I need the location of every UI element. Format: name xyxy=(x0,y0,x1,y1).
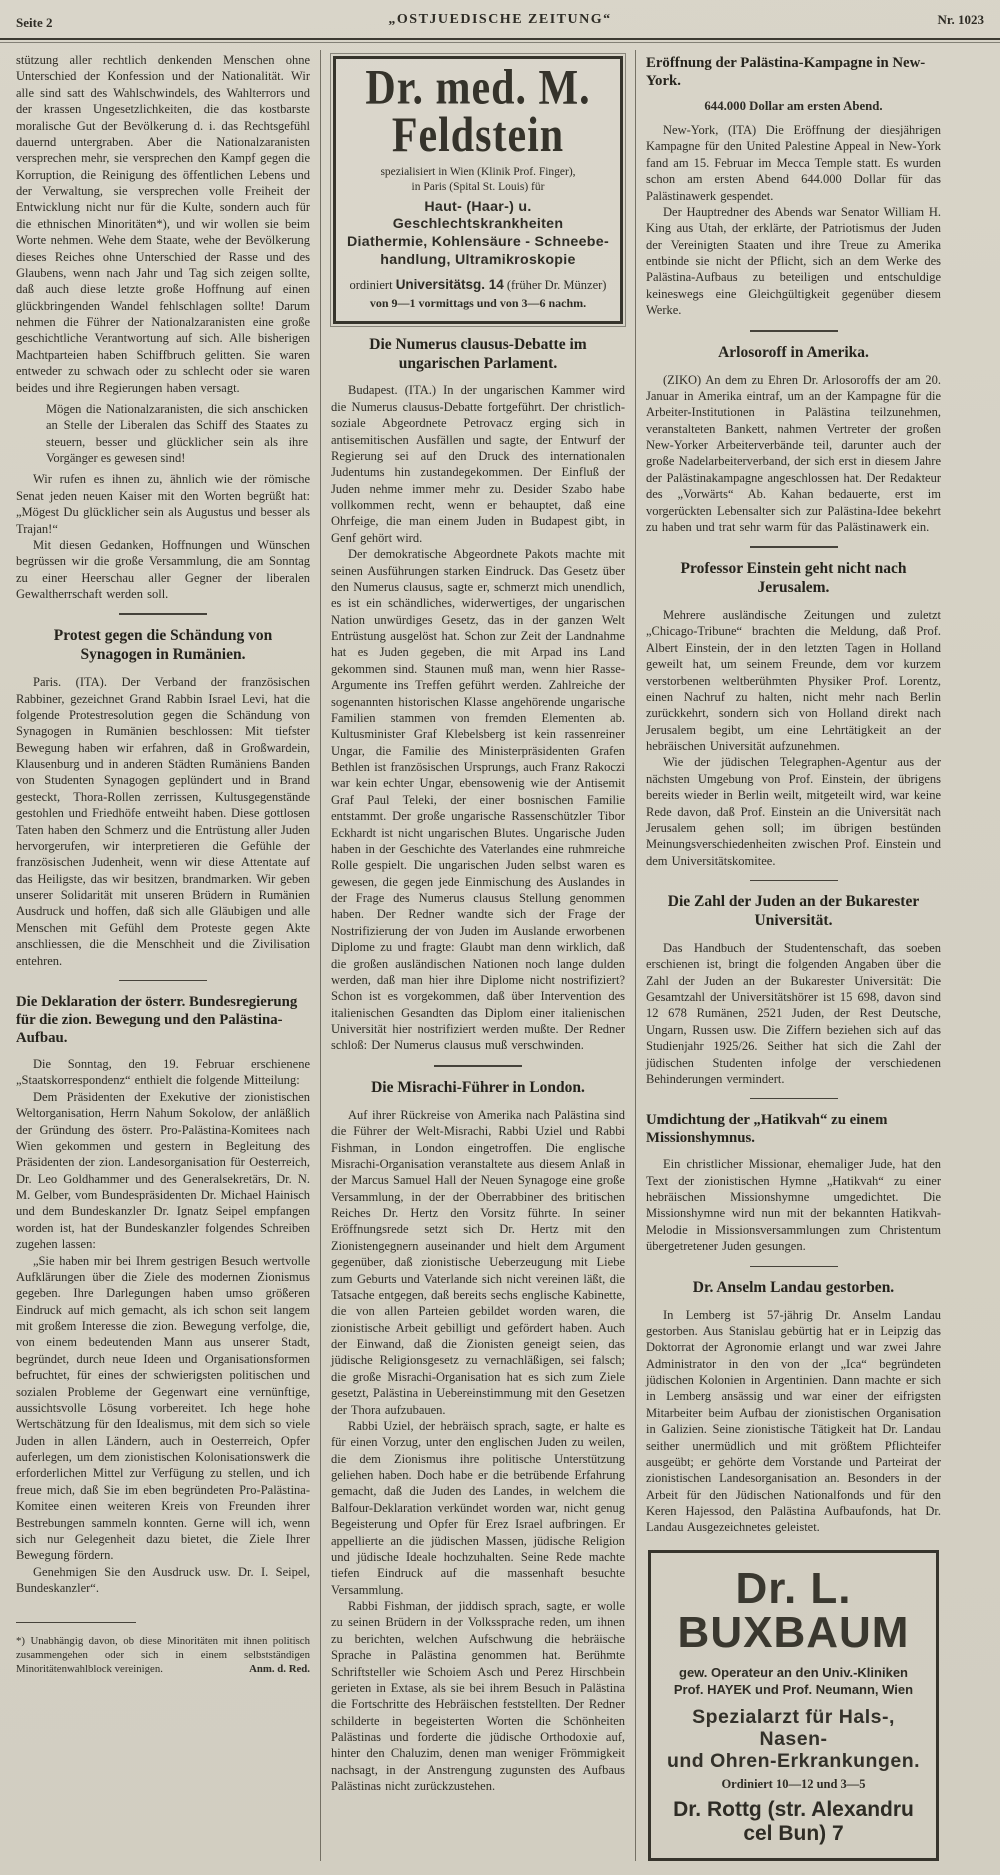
article-headline: Arlosoroff in Amerika. xyxy=(718,343,869,361)
article-paragraph: Paris. (ITA). Der Verband der französischen Rabbiner, gezeichnet Grand Rabbin Israel Levi, hat die folgende Protestresolution gegen die Schändung von Synagogen in Rumänien beschlossen: Mit tiefster Bewegung haben wir erfahren, daß in Großwardein, Klausenburg und in anderen Städten Rumäniens Banden von Studenten Synagogen geplündert und in Brand gesteckt, Thora-Rollen zerrissen, Kultusgegenstände gestohlen und Friedhöfe entweiht haben. Diese gottlosen Taten haben den Schmerz und die Entrüstung aller Juden hervorgerufen, wir interpretieren die Gefühle der französischen Judenheit, wenn wir diese Attentate auf das Heiligste, das wir besitzen, brandmarken. Wir geben unserer Solidarität mit unseren Brüdern in Rumänien Ausdruck und hoffen, daß sich alle Gläubigen und alle Menschen mit Gefühl dem Proteste gegen Akte anschliessen, die die Menschheit und die Zivilisation entehren. xyxy=(16,675,310,968)
ad-credentials-line: Prof. HAYEK und Prof. Neumann, Wien xyxy=(673,1681,914,1697)
ad-ordination-suffix: (früher Dr. Münzer) xyxy=(506,277,607,292)
article-einstein-jerusalem xyxy=(646,560,941,869)
issue-number-label: Nr. 1023 xyxy=(937,12,984,27)
article-paragraph: Wir rufen es ihnen zu, ähnlich wie der römische Senat jeden neuen Kaiser mit den Worten begrüßt hat: „Mögest Du glücklicher sein als Augustus und besser als Trajan!“ xyxy=(16,472,310,536)
advertisement-feldstein xyxy=(333,56,623,324)
column-3 xyxy=(636,50,951,1861)
article-paragraph: stützung aller rechtlich denkenden Menschen ohne Unterschied der Konfession und der Nationalität. Wir alle sind satt des Wahlschwindels, des Wahlterrors und der krassen Ungesetzlichkeiten, die das kostbarste moralische Gut der Bevölkerung d. i. das Rechtsgefühl dauernd untergraben. Aber die Nationalzaranisten versprechen mehr, sie versprechen den Kampf gegen die Korruption, die Reinigung des öffentlichen Lebens und der Verwaltung, sie versprechen volle Freiheit der Entwicklung nicht nur für die Kulte, sondern auch für die ethnischen Minoritäten*), und wir wollen sie beim Worte nehmen. Wehe dem Staate, wehe der Bevölkerung dieses Reiches ohne Unterschied der Rasse und des Glaubens, wenn nach Jahr und Tag sich zeigen sollte, daß auch diese letzte große Hoffnung auf einen glückbringenden Wandel fehlschlagen sollte! Darum nehmen die Führer der Nationalzaranisten eine große geschichtliche Verantwortung auf sich. Alle bisherigen Machtparteien haben Schiffbruch gelitten. Sie waren entweder zu schwach oder zu schlecht oder sie waren beides und ihre Regierungen haben versagt. xyxy=(16,53,310,395)
article-paragraph: New-York, (ITA) Die Eröffnung der diesjährigen Kampagne für den United Palestine Appeal in New-York fand am 15. Februar im Mecca Temple statt. Es wurden schon am ersten Abend 644.000 Dollar für das Palästinawerk gespendet. xyxy=(646,123,941,203)
article-numerus-clausus xyxy=(331,336,625,1054)
column-1 xyxy=(6,50,321,1861)
article-paragraph: (ZIKO) An dem zu Ehren Dr. Arlosoroffs der am 20. Januar in Amerika eintraf, um an der Kampagne für die Arbeiter-Institutionen in Palästina teilzunehmen, veranstalteten Bankett, nahmen Vertreter der großen New-Yorker Arbeiterverbände teil, darunter auch der große Nadelarbeiterverband, der sich erst in diesem Jahre der Palästinakampagne angeschlossen hat. Der Redakteur des „Vorwärts“ Ab. Kahan bedauerte, erst im vorgerückten Lebensalter sich zur Palästina-Idee bekehrt zu haben und trat sehr warm für das Palästinawerk ein. xyxy=(646,372,941,534)
article-subheadline: 644.000 Dollar am ersten Abend. xyxy=(704,99,883,114)
ad-specialization-line: in Paris (Spital St. Louis) für xyxy=(411,180,545,193)
footnote-body: *) Unabhängig davon, ob diese Minoritäten mit ihnen politisch zusammengehen oder sich in einem selbstständigen Minoritätenwahlblock vereinigen. xyxy=(16,1635,310,1676)
article-headline: Umdichtung der „Hatikvah“ zu einem Missionshymnus. xyxy=(646,1112,888,1147)
ad-office-line xyxy=(346,277,610,293)
footnote-attribution: Anm. d. Red. xyxy=(249,1663,310,1676)
page-number-label: Seite 2 xyxy=(16,15,53,30)
ad-doctor-name: Dr. L. BUXBAUM xyxy=(677,1563,910,1657)
article-paragraph: Rabbi Uziel, der hebräisch sprach, sagte, er halte es für einen Vorzug, unter den englischen Juden zu weilen, die dem Zionismus ihre politische Unterstützung geliehen haben. Doch habe er die betrübende Erfahrung gemacht, daß die Juden des Landes, in welchem die Balfour-Deklaration verkündet worden war, nicht genug Begeisterung und Opfer für Erez Israel aufbringen. Er appellierte an die jüdischen Massen, jüdische Religion und jüdische Ideale hochzuhalten. Seine Rede machte tiefen Eindruck auf die massenhaft besuchte Versammlung. xyxy=(331,1418,625,1597)
article-separator xyxy=(750,330,838,332)
article-headline: Die Numerus clausus-Debatte im ungarischen Parlament. xyxy=(369,335,587,372)
article-paragraph: Mehrere ausländische Zeitungen und zuletzt „Chicago-Tribune“ brachten die Meldung, daß Prof. Albert Einstein, der in den letzten Tagen in Holland geweilt hat, um seinem Freunde, dem vor kurzem verstorbenen weltberühmten Physiker Prof. Lorentz, einen Nachruf zu halten, nicht mehr nach Berlin zurückkehrt, sondern sich von Holland direkt nach Jerusalem begibt, um eine Lehrtätigkeit an der hebräischen Universität aufzunehmen. xyxy=(646,608,941,754)
article-headline: Die Zahl der Juden an der Bukarester Universität. xyxy=(667,893,920,929)
column-2 xyxy=(321,50,636,1861)
article-paragraph: Ein christlicher Missionar, ehemaliger Jude, hat den Text der zionistischen Hymne „Hatikvah“ zu einer hebräischen Missionshymne umgedichtet. Die Missionshymne wird nun mit der bekannten Hatikvah-Melodie in Missionsversammlungen zum Christentum übergetretener Juden gesungen. xyxy=(646,1157,941,1254)
article-separator xyxy=(119,613,207,615)
advertisement-buxbaum xyxy=(648,1550,939,1861)
article-paragraph: Budapest. (ITA.) In der ungarischen Kammer wird die Numerus clausus-Debatte fortgeführt. Der christlich-soziale Abgeordnete Petrovacz erging sich in antisemitischen Ausfällen und sagte, der Entwurf der Regierung sei auf den Druck des internationalen Judentums hin zustandegekommen. Der Einfluß der Juden nehme immer mehr zu. Desider Szabo habe vollkommen recht, wenn er behauptet, daß eine Ohrfeige, die man einem Juden in Budapest gibt, in Genf gehört wird. xyxy=(331,383,625,545)
editorial-footnote xyxy=(16,1622,310,1676)
article-paragraph: Die Sonntag, den 19. Februar erschienene „Staatskorrespondenz“ enthielt die folgende Mitteilung: xyxy=(16,1057,310,1088)
page-header xyxy=(0,0,1000,40)
article-paragraph-emphasis: Mögen die Nationalzaranisten, die sich anschicken an Stelle der Liberalen das Schiff des Staates zu steuern, besser und glücklicher sein als ihre Vorgänger es gewesen sind! xyxy=(46,401,308,465)
article-hatikvah-umdichtung xyxy=(646,1111,941,1254)
footnote-rule xyxy=(16,1622,136,1623)
article-paragraph: „Sie haben mir bei Ihrem gestrigen Besuch wertvolle Aufklärungen über die Ziele des modernen Zionismus gegeben. Ihre Darlegungen haben umso größeren Eindruck auf mich gemacht, als ich schon seit langem mit großem Interesse die zion. Bewegung verfolge, die, von einem bedeutenden Mann aus unserer Stadt, begründet, durch neue Ideen und Organisationsformen befruchtet, für eines der schwierigsten politischen und sozialen Probleme der Gegenwart eine vernünftige, aussichtsvolle Lösung vorbereitet. Ich hege hohe Wertschätzung für den Idealismus, mit dem sich so viele Juden in allen Ländern, auch in Oesterreich, Opfer auferlegen, um dem zionistischen Kolonisationswerk die erforderlichen Mittel zur Verfügung zu stellen, und ich freue mich, daß Sie im eben begründeten Pro-Palästina-Komitee einen weiteren Kreis von Freunden ihrer Bestrebungen sammeln konnten. Gerne will ich, wenn sich nur Gelegenheit dazu bietet, die Ziele Ihrer Bewegung fördern. xyxy=(16,1253,310,1563)
article-headline: Protest gegen die Schändung von Synagogen in Rumänien. xyxy=(53,627,273,664)
ad-doctor-name: Dr. med. M. Feldstein xyxy=(365,61,591,163)
ad-specialty-line: und Ohren-Erkrankungen. xyxy=(666,1750,921,1773)
article-paragraph: Mit diesen Gedanken, Hoffnungen und Wünschen begrüssen wir die große Versammlung, die am Sonntag zu einer Heerschau aller Gegner der liberalen Gewaltherrschaft werden soll. xyxy=(16,537,310,601)
article-separator xyxy=(750,1266,838,1267)
masthead-title: „OSTJUEDISCHE ZEITUNG“ xyxy=(388,12,612,27)
article-bukarester-universitaet xyxy=(646,893,941,1087)
article-headline: Professor Einstein geht nicht nach Jerusalem. xyxy=(680,560,907,597)
article-paragraph: Wie der jüdischen Telegraphen-Agentur aus der nächsten Umgebung von Prof. Einstein, der übrigens bereits wieder in Berlin weilt, mitgeteilt wird, war keine Rede davon, daß Prof. Einstein an die Universität nach Jerusalem gehen soll; im übrigen bestünden Meinungsverschiedenheiten zwischen Prof. Einstein und dem Universitätskomitee. xyxy=(646,755,941,868)
article-headline: Dr. Anselm Landau gestorben. xyxy=(692,1278,895,1296)
footnote-text xyxy=(16,1634,310,1676)
ad-office-hours: von 9—1 vormittags und von 3—6 nachm. xyxy=(369,295,587,310)
article-misrachi-london xyxy=(331,1079,625,1795)
ad-specialty-line: Spezialarzt für Hals-, Nasen- xyxy=(692,1705,895,1750)
column-layout xyxy=(0,40,1000,1875)
ad-office-address: Universitätsg. 14 xyxy=(395,276,504,292)
article-separator xyxy=(119,980,207,981)
article-lead-continuation xyxy=(16,52,310,602)
article-separator xyxy=(750,1098,838,1099)
article-paragraph: Auf ihrer Rückreise von Amerika nach Palästina sind die Führer der Welt-Misrachi, Rabbi Uziel und Rabbi Fishman, in London eingetroffen. Die englische Misrachi-Organisation veranstaltete aus diesem Anlaß in der Marcus Samuel Hall der Neuen Synagoge eine große Versammlung, in der der Oberrabbiner des britischen Reiches Dr. Hertz den Vorsitz führte. In seiner Eröffnungsrede setzt sich Dr. Hertz mit den Zionistengegnern auseinander und hielt dem Argument gegenüber, daß zionistische Ueberzeugung mit Liebe zum Geburts und Vaterlande sich nicht vereinen läßt, die Tatsache entgegen, daß bereits sechs englische Kabinette, die von allen Parteien gebildet worden waren, die zionistische Arbeit gebilligt und gefördert haben. Auch der Einwand, daß die Zionisten geneigt seien, das jüdische Religionsgesetz zu vernachläßigen, sei falsch; die große Misrachi-Organisation hat es sich zum Ziele gesetzt, Palästina in Uebereinstimmung mit den Gesetzen der Thora aufzubauen. xyxy=(331,1107,625,1417)
ad-credentials-line: gew. Operateur an den Univ.-Kliniken xyxy=(679,1664,908,1680)
article-paragraph: In Lemberg ist 57-jährig Dr. Anselm Landau gestorben. Aus Stanislau gebürtig hat er in Leipzig das Doktorrat der Agronomie erlangt und war zwei Jahre Administrator in den von der „Ica“ begründeten jüdischen Kolonien in Argentinien. Dann machte er sich in Lemberg ansässig und war einer der eifrigsten Mitarbeiter beim Aufbau der zionistischen Organisation in Galizien. Seine zionistische Tätigkeit hat Dr. Landau seither unermüdlich und mit größtem Pflichteifer ausgeübt; er gehörte dem Vorstande und Parteirat der zionistischen Landesorganisation an. Besonders in der Arbeit für den Jüdischen Nationalfonds und für den Keren Hajessod, den Palästina Aufbaufonds, hat Dr. Landau Ausgezeichnetes geleistet. xyxy=(646,1307,941,1535)
ad-specialization-line: spezialisiert in Wien (Klinik Prof. Finger), xyxy=(380,165,576,178)
ad-ordination-prefix: ordiniert xyxy=(349,277,393,292)
article-paragraph: Genehmigen Sie den Ausdruck usw. Dr. I. Seipel, Bundeskanzler“. xyxy=(16,1564,310,1596)
article-landau-obituary xyxy=(646,1279,941,1536)
ad-office-hours: Ordiniert 10—12 und 3—5 xyxy=(721,1776,866,1791)
article-headline: Die Deklaration der österr. Bundesregierung für die zion. Bewegung und den Palästina-Aufbau. xyxy=(16,993,298,1047)
article-palaestina-kampagne xyxy=(646,54,941,319)
article-paragraph: Der Hauptredner des Abends war Senator William H. King aus Utah, der erklärte, der Patriotismus der Juden der Vereinigten Staaten und ihre Treue zu Amerika entbinde sie nicht der Pflicht, sich an dem Werke des Palästina-Aufbaus zu beteiligen und entschuldige keineswegs eine Gleichgültigkeit gegenüber diesem Werke. xyxy=(646,204,941,318)
article-arlosoroff-amerika xyxy=(646,344,941,536)
article-headline: Eröffnung der Palästina-Kampagne in New-York. xyxy=(646,55,926,90)
article-paragraph: Der demokratische Abgeordnete Pakots machte mit seinen Ausführungen starken Eindruck. Das Gesetz über den Numerus clausus, sagte er, schmerzt mich unendlich, es ist ein schändliches, widerwertiges, der ungarischen Nation unwürdiges Gesetz, das in der ganzen Welt Entrüstung ausgelöst hat. Schon zur Zeit der Landnahme hat es Juden gegeben, die mit Arpad ins Land gekommen sind. Staunen muß man, wenn hier Rasse-Argumente ins Treffen geführt werden. Zahlreiche der sogenannten historischen Klasse angehörende ungarische Familien stammen von fremden Elementen ab. Kultusminister Graf Klebelsberg ist kein rassenreiner Ungar, die Familie des Ministerpräsidenten Grafen Bethlen ist französischen Ursprungs, auch Franz Rakoczi war kein echter Ungar, ebensowenig wie der Antisemit Graf Paul Teleki, der einer bosnischen Familie entstammt. Der große ungarische Rassenschützler Tibor Eckhardt ist nicht ungarischen Blutes. Ungarische Juden haben in der Geschichte des Vaterlandes eine ruhmreiche Rolle gespielt. Die ungarischen Juden selbst waren es gewesen, die gegen jede Einmischung des Auslandes in der Frage des Numerus clausus Stellung genommen haben. Der Redner wandte sich der Frage der Nostrifizierung der von Juden im Auslande erworbenen Diplome zu und fragte: Glaubt man denn wirklich, daß die großen ausländischen Nationen noch lange dulden werden, daß man hier ihre Diplome nicht nostrifiziert? Schon ist es vorgekommen, daß über Intervention des italienischen Gesandten das Diplom einer italienischen Universität hier nostrifiziert werden mußte. Der Redner schloß: Der Numerus clausus muß verschwinden. xyxy=(331,547,625,1053)
ad-office-address: Dr. Rottg (str. Alexandru cel Bun) 7 xyxy=(673,1797,914,1845)
article-separator xyxy=(750,546,838,548)
article-paragraph: Rabbi Fishman, der jiddisch sprach, sagte, er wolle zu seinen Brüdern in der Volkssprache reden, um ihnen zu berichten, welchen Aufschwung die hebräische Sprache in Palästina genommen hat. Berühmte Schriftsteller wie Schoiem Asch und Perez Hirschbein gerieten in Extase, als sie bei ihrem Besuch in Palästina die Fortschritte des Hebräischen feststellten. Der Redner schilderte in begeisterten Worten die Schönheiten Palästinas und forderte die jüdische Orthodoxie auf, hinter den Chaluzim, denen man weniger Frömmigkeit nachsagt, in der Anstrengung zugunsten des Aufbaus Palästinas nicht zurückzustehen. xyxy=(331,1599,625,1794)
ad-services-line: Diathermie, Kohlensäure - Schneebe- xyxy=(346,234,609,251)
article-separator xyxy=(750,880,838,881)
ad-services-line: Haut- (Haar-) u. Geschlechtskrankheiten xyxy=(392,198,564,233)
ad-services-line: handlung, Ultramikroskopie xyxy=(380,251,576,268)
article-separator xyxy=(434,1065,522,1067)
article-paragraph: Dem Präsidenten der Exekutive der zionistischen Weltorganisation, Herrn Nahum Sokolow, der anläßlich der Gründung des österr. Pro-Palästina-Komitees nach Wien gekommen und gestern in Begleitung des Präsidenten der zion. Landesorganisation für Oesterreich, Dr. Leo Goldhammer und des Generalsekretärs, Dr. N. M. Gelber, vom Bundespräsidenten Dr. Michael Hainisch und dem Bundeskanzler Dr. Ignatz Seipel empfangen worden ist, hat der Bundeskanzler folgendes Schreiben zugehen lassen: xyxy=(16,1089,310,1252)
article-paragraph: Das Handbuch der Studentenschaft, das soeben erschienen ist, bringt die folgenden Angaben über die Zahl der Juden an der Bukarester Universität: Die Gesamtzahl der Universitätshörer ist 15 698, davon sind 12 678 Rumänen, 2521 Juden, der Rest Deutsche, Ungarn, Russen usw. Die Ziffern beziehen sich auf das Studienjahr 1925/26. Seither hat sich die Zahl der jüdischen Studenten infolge der verschiedenen Behinderungen vermindert. xyxy=(646,940,941,1086)
article-protest-synagogen xyxy=(16,627,310,969)
article-deklaration-bundesregierung xyxy=(16,993,310,1597)
article-headline: Die Misrachi-Führer in London. xyxy=(371,1078,585,1096)
